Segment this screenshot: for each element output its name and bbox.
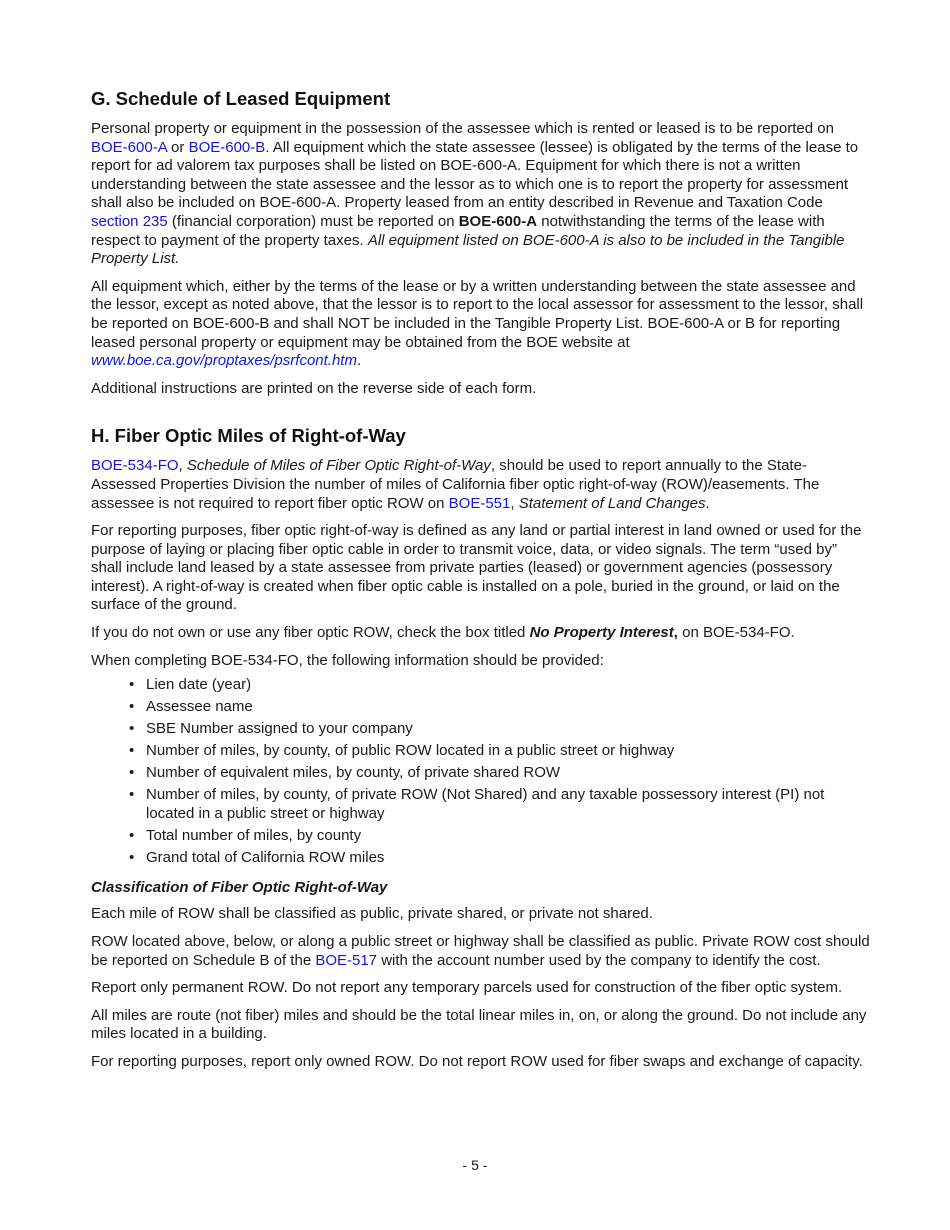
boe-600-b-link[interactable]: BOE-600-B bbox=[188, 138, 266, 156]
section-235-link[interactable]: section 235 bbox=[91, 212, 168, 230]
text: . bbox=[356, 352, 362, 370]
section-h-paragraph-9: For reporting purposes, report only owned ROW. Do not report ROW used for fiber swaps and exchange of capacity. bbox=[91, 1052, 863, 1070]
bold-text: BOE-600-A bbox=[458, 212, 538, 230]
text: . All equipment which the state assessee (lessee) is obligated by the terms of the lease to report for ad valorem tax purposes shall be listed on BOE-600-A. Equipment for which there is not a written understanding between the state assessee and the lessor as to which one is to report the property for assessment shall also be included on BOE-600-A. Property leased from an entity described in Revenue and Taxation Code bbox=[91, 138, 859, 212]
section-h-paragraph-7: Report only permanent ROW. Do not report any temporary parcels used for construction of the fiber optic system. bbox=[91, 979, 843, 997]
section-h-paragraph-2: For reporting purposes, fiber optic right-of-way is defined as any land or partial interest in land owned or used for the purpose of laying or placing fiber optic cable in order to transmit voice, data, or video signals. The term “used by” shall include land leased by a state assessee from private parties (leased) or government agencies (possessory interest). A right-of-way is created when fiber optic cable is installed on a pole, buried in the ground, or laid on the surface of the ground. bbox=[91, 522, 862, 614]
list-item: • Total number of miles, by county bbox=[146, 827, 871, 846]
section-h-paragraph-5: Each mile of ROW shall be classified as public, private shared, or private not shared. bbox=[91, 905, 653, 923]
list-item: • Grand total of California ROW miles bbox=[146, 849, 871, 868]
text: , bbox=[510, 494, 519, 512]
boe-551-link[interactable]: BOE-551 bbox=[448, 494, 511, 512]
text: with the account number used by the company to identify the cost. bbox=[377, 951, 821, 969]
bold-italic-text: No Property Interest bbox=[529, 624, 674, 642]
text: notwithstanding the terms of the lease with respect to payment of the property taxes. bbox=[91, 212, 825, 249]
boe-517-link[interactable]: BOE-517 bbox=[315, 951, 378, 969]
document-page bbox=[91, 88, 871, 1080]
required-info-list bbox=[91, 676, 871, 867]
section-g-paragraph-3: Additional instructions are printed on the reverse side of each form. bbox=[91, 379, 537, 397]
section-h-paragraph-8: All miles are route (not fiber) miles and should be the total linear miles in, on, or along the ground. Do not include any miles located in a building. bbox=[91, 1006, 867, 1043]
list-item: • Number of miles, by county, of public ROW located in a public street or highway bbox=[146, 742, 871, 761]
text: , bbox=[178, 457, 187, 475]
boe-website-link[interactable]: www.boe.ca.gov/proptaxes/psrfcont.htm bbox=[91, 352, 357, 370]
text: (financial corporation) must be reported on bbox=[167, 212, 459, 230]
text: ROW located above, below, or along a public street or highway shall be classified as public. Private ROW cost should be reported on Schedule B of the bbox=[91, 932, 870, 969]
section-g-heading: G. Schedule of Leased Equipment bbox=[91, 88, 391, 109]
section-g-paragraph-2 bbox=[91, 278, 871, 371]
text: If you do not own or use any fiber optic ROW, check the box titled bbox=[91, 624, 530, 642]
section-h-heading: H. Fiber Optic Miles of Right-of-Way bbox=[91, 425, 406, 447]
list-item: • Lien date (year) bbox=[146, 676, 871, 695]
section-h-paragraph-3 bbox=[91, 624, 871, 643]
section-h-paragraph-4: When completing BOE-534-FO, the following information should be provided: bbox=[91, 651, 604, 669]
text: or bbox=[166, 138, 189, 156]
classification-subheading: Classification of Fiber Optic Right-of-Way bbox=[91, 879, 388, 897]
italic-text: Schedule of Miles of Fiber Optic Right-of-Way bbox=[186, 457, 491, 475]
boe-534-fo-link[interactable]: BOE-534-FO bbox=[91, 457, 179, 475]
section-g-paragraph-1 bbox=[91, 120, 871, 269]
boe-600-a-link[interactable]: BOE-600-A bbox=[91, 138, 167, 156]
section-h-paragraph-1 bbox=[91, 457, 871, 513]
text: on BOE-534-FO. bbox=[677, 624, 795, 642]
text: All equipment which, either by the terms of the lease or by a written understanding between the state assessee and the lessor, except as noted above, that the lessor is to report to the local assessor for assessment to the lessor, shall be reported on BOE-600-B and shall NOT be included in the Tangible Property List. BOE-600-A or B for reporting leased personal property or equipment may be obtained from the BOE website at bbox=[91, 277, 864, 351]
italic-text: Statement of Land Changes bbox=[518, 494, 706, 512]
text: Personal property or equipment in the possession of the assessee which is rented or leased is to be reported on bbox=[91, 120, 834, 137]
list-item: • Assessee name bbox=[146, 698, 871, 717]
list-item: • Number of miles, by county, of private ROW (Not Shared) and any taxable possessory interest (PI) not located in a public street or highway bbox=[146, 786, 871, 823]
page-number: - 5 - bbox=[462, 1157, 488, 1173]
text: . bbox=[705, 494, 710, 512]
list-item: • SBE Number assigned to your company bbox=[146, 720, 871, 739]
section-h-paragraph-6 bbox=[91, 933, 871, 970]
italic-text: All equipment listed on BOE-600-A is also to be included in the Tangible Property List. bbox=[91, 231, 845, 268]
bold-text: , bbox=[673, 624, 678, 642]
text: , should be used to report annually to the State-Assessed Properties Division the number of miles of California fiber optic right-of-way (ROW)/easements. The assessee is not required to report fiber optic ROW on bbox=[91, 457, 820, 512]
list-item: • Number of equivalent miles, by county, of private shared ROW bbox=[146, 764, 871, 783]
